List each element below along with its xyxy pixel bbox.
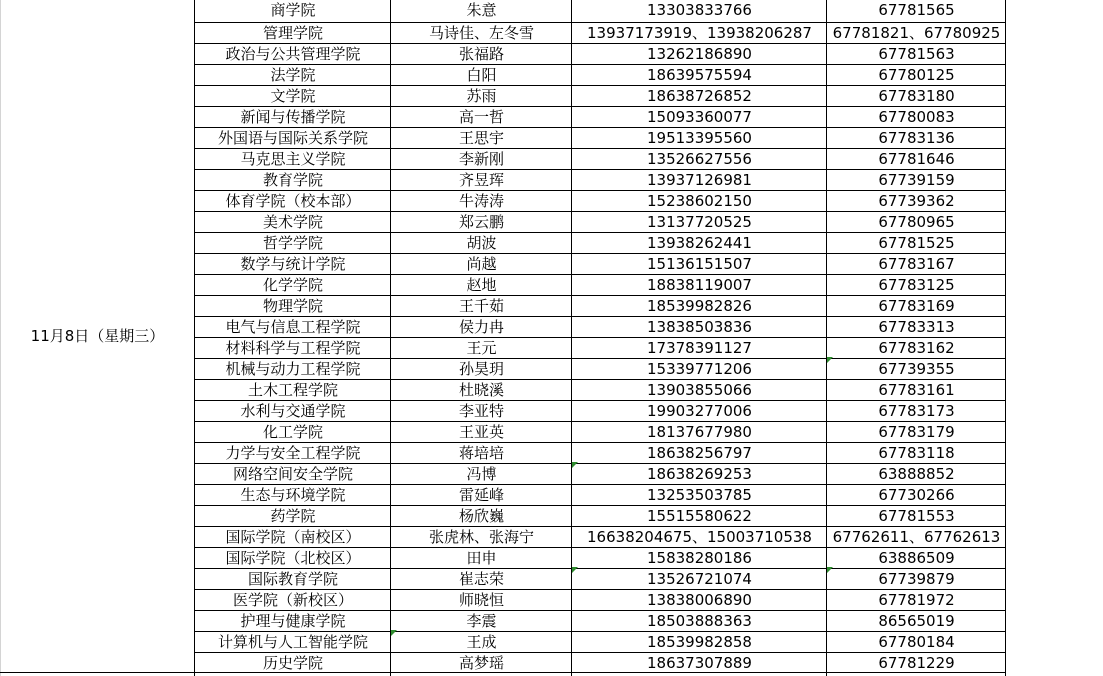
table-row: [195, 106, 1006, 127]
table-row: [195, 421, 1006, 442]
cell-error-indicator-icon: [391, 630, 397, 636]
mobile-phone-cell[interactable]: 18637307889: [647, 654, 752, 672]
contact-name-cell[interactable]: 冯博: [466, 465, 497, 483]
table-row: [195, 526, 1006, 547]
table-row: [195, 148, 1006, 169]
office-phone-cell[interactable]: 67783169: [878, 297, 955, 315]
column-divider: [1005, 0, 1006, 676]
office-phone-cell[interactable]: 67780083: [878, 108, 955, 126]
college-cell[interactable]: 国际学院（南校区）: [225, 528, 361, 546]
office-phone-cell[interactable]: 67781229: [878, 654, 955, 672]
college-cell[interactable]: 马克思主义学院: [240, 150, 346, 168]
table-row: [195, 64, 1006, 85]
college-cell[interactable]: 国际教育学院: [247, 570, 338, 588]
office-phone-cell[interactable]: 67739355: [878, 360, 955, 378]
mobile-phone-cell[interactable]: 18638256797: [647, 444, 752, 462]
table-row: [195, 22, 1006, 43]
contact-name-cell[interactable]: 尚越: [466, 255, 497, 273]
office-phone-cell[interactable]: 67783179: [878, 423, 955, 441]
table-row: [195, 568, 1006, 589]
contact-name-cell[interactable]: 王千茹: [458, 297, 504, 315]
college-cell[interactable]: 力学与安全工程学院: [225, 444, 361, 462]
college-cell[interactable]: 网络空间安全学院: [232, 465, 353, 483]
merged-date-cell[interactable]: 11月8日（星期三）: [30, 327, 165, 345]
table-row: [195, 316, 1006, 337]
mobile-phone-cell[interactable]: 15838280186: [647, 549, 752, 567]
college-cell[interactable]: 国际学院（北校区）: [225, 549, 361, 567]
college-cell[interactable]: 药学院: [270, 507, 316, 525]
table-row: [195, 631, 1006, 652]
mobile-phone-cell[interactable]: 13262186890: [647, 45, 752, 63]
college-cell[interactable]: 物理学院: [262, 297, 323, 315]
mobile-phone-cell[interactable]: 13137720525: [647, 213, 752, 231]
office-phone-cell[interactable]: 67783162: [878, 339, 955, 357]
contact-name-cell[interactable]: 张虎林、张海宁: [428, 528, 534, 546]
office-phone-cell[interactable]: 67783118: [878, 444, 955, 462]
table-row: [195, 547, 1006, 568]
mobile-phone-cell[interactable]: 13253503785: [647, 486, 752, 504]
table-row: [195, 169, 1006, 190]
mobile-phone-cell[interactable]: 15238602150: [647, 192, 752, 210]
office-phone-cell[interactable]: 67783313: [878, 318, 955, 336]
college-cell[interactable]: 新闻与传播学院: [240, 108, 346, 126]
cell-error-indicator-icon: [572, 462, 578, 468]
mobile-phone-cell[interactable]: 13937173919、13938206287: [587, 24, 812, 42]
mobile-phone-cell[interactable]: 13937126981: [647, 171, 752, 189]
contact-name-cell[interactable]: 孙昊玥: [458, 360, 504, 378]
office-phone-cell[interactable]: 67781821、67780925: [832, 24, 1001, 42]
cell-error-indicator-icon: [827, 567, 833, 573]
contact-name-cell[interactable]: 李亚特: [458, 402, 504, 420]
college-cell[interactable]: 教育学院: [262, 171, 323, 189]
table-row: [195, 505, 1006, 526]
contact-name-cell[interactable]: 赵地: [466, 276, 497, 294]
office-phone-cell[interactable]: 67730266: [878, 486, 955, 504]
table-row: [195, 232, 1006, 253]
contact-name-cell[interactable]: 张福路: [458, 45, 504, 63]
mobile-phone-cell[interactable]: 18638726852: [647, 87, 752, 105]
contact-name-cell[interactable]: 崔志荣: [458, 570, 504, 588]
mobile-phone-cell[interactable]: 18638269253: [647, 465, 752, 483]
mobile-phone-cell[interactable]: 15339771206: [647, 360, 752, 378]
table-row: [195, 127, 1006, 148]
college-cell[interactable]: 哲学学院: [262, 234, 323, 252]
mobile-phone-cell[interactable]: 18137677980: [647, 423, 752, 441]
table-row: [195, 652, 1006, 673]
table-row: [195, 85, 1006, 106]
contact-name-cell[interactable]: 李震: [466, 612, 497, 630]
mobile-phone-cell[interactable]: 13526721074: [647, 570, 752, 588]
college-cell[interactable]: 管理学院: [262, 24, 323, 42]
contact-name-cell[interactable]: 牛涛涛: [458, 192, 504, 210]
mobile-phone-cell[interactable]: 16638204675、15003710538: [587, 528, 812, 546]
office-phone-cell[interactable]: 67780965: [878, 213, 955, 231]
office-phone-cell[interactable]: 67781563: [878, 45, 955, 63]
table-row: [195, 190, 1006, 211]
contact-name-cell[interactable]: 高一哲: [458, 108, 504, 126]
contact-name-cell[interactable]: 侯力冉: [458, 318, 504, 336]
office-phone-cell[interactable]: 63888852: [878, 465, 955, 483]
office-phone-cell[interactable]: 67739362: [878, 192, 955, 210]
table-row: [195, 379, 1006, 400]
office-phone-cell[interactable]: 67783136: [878, 129, 955, 147]
mobile-phone-cell[interactable]: 19513395560: [647, 129, 752, 147]
college-cell[interactable]: 生态与环境学院: [240, 486, 346, 504]
table-row: [195, 610, 1006, 631]
office-phone-cell[interactable]: 67783125: [878, 276, 955, 294]
mobile-phone-cell[interactable]: 13303833766: [647, 1, 752, 19]
contact-name-cell[interactable]: 马诗佳、左冬雪: [428, 24, 534, 42]
mobile-phone-cell[interactable]: 18838119007: [647, 276, 752, 294]
contact-name-cell[interactable]: 王成: [466, 633, 497, 651]
college-cell[interactable]: 护理与健康学院: [240, 612, 346, 630]
mobile-phone-cell[interactable]: 19903277006: [647, 402, 752, 420]
contact-name-cell[interactable]: 白阳: [466, 66, 497, 84]
mobile-phone-cell[interactable]: 13838006890: [647, 591, 752, 609]
table-row: [195, 43, 1006, 64]
office-phone-cell[interactable]: 67739879: [878, 570, 955, 588]
mobile-phone-cell[interactable]: 13903855066: [647, 381, 752, 399]
row-divider: [0, 672, 1006, 673]
column-divider: [826, 0, 827, 676]
office-phone-cell[interactable]: 63886509: [878, 549, 955, 567]
mobile-phone-cell[interactable]: 13938262441: [647, 234, 752, 252]
mobile-phone-cell[interactable]: 15136151507: [647, 255, 752, 273]
contact-name-cell[interactable]: 朱意: [466, 1, 497, 19]
office-phone-cell[interactable]: 67781565: [878, 1, 955, 19]
college-cell[interactable]: 政治与公共管理学院: [225, 45, 361, 63]
contact-name-cell[interactable]: 苏雨: [466, 87, 497, 105]
office-phone-cell[interactable]: 67739159: [878, 171, 955, 189]
table-row: [195, 295, 1006, 316]
office-phone-cell[interactable]: 67780184: [878, 633, 955, 651]
office-phone-cell[interactable]: 86565019: [878, 612, 955, 630]
column-divider: [194, 0, 195, 676]
mobile-phone-cell[interactable]: 18539982858: [647, 633, 752, 651]
mobile-phone-cell[interactable]: 13526627556: [647, 150, 752, 168]
college-cell[interactable]: 计算机与人工智能学院: [217, 633, 368, 651]
college-cell[interactable]: 历史学院: [262, 654, 323, 672]
mobile-phone-cell[interactable]: 15093360077: [647, 108, 752, 126]
mobile-phone-cell[interactable]: 18539982826: [647, 297, 752, 315]
office-phone-cell[interactable]: 67781553: [878, 507, 955, 525]
college-cell[interactable]: 电气与信息工程学院: [225, 318, 361, 336]
table-row: [195, 589, 1006, 610]
contact-name-cell[interactable]: 王思宇: [458, 129, 504, 147]
contact-name-cell[interactable]: 李新刚: [458, 150, 504, 168]
office-phone-cell[interactable]: 67783180: [878, 87, 955, 105]
college-cell[interactable]: 商学院: [270, 1, 316, 19]
college-cell[interactable]: 体育学院（校本部）: [225, 192, 361, 210]
college-cell[interactable]: 化工学院: [262, 423, 323, 441]
office-phone-cell[interactable]: 67781972: [878, 591, 955, 609]
mobile-phone-cell[interactable]: 13838503836: [647, 318, 752, 336]
office-phone-cell[interactable]: 67781525: [878, 234, 955, 252]
contact-name-cell[interactable]: 雷延峰: [458, 486, 504, 504]
cell-error-indicator-icon: [572, 567, 578, 573]
office-phone-cell[interactable]: 67783161: [878, 381, 955, 399]
college-cell[interactable]: 美术学院: [262, 213, 323, 231]
contact-name-cell[interactable]: 王元: [466, 339, 497, 357]
contact-name-cell[interactable]: 田申: [466, 549, 497, 567]
table-row: [195, 337, 1006, 358]
office-phone-cell[interactable]: 67780125: [878, 66, 955, 84]
mobile-phone-cell[interactable]: 18503888363: [647, 612, 752, 630]
table-row: [195, 463, 1006, 484]
table-row: [195, 0, 1006, 21]
mobile-phone-cell[interactable]: 17378391127: [647, 339, 752, 357]
office-phone-cell[interactable]: 67781646: [878, 150, 955, 168]
contact-name-cell[interactable]: 胡波: [466, 234, 497, 252]
contact-name-cell[interactable]: 王亚英: [458, 423, 504, 441]
table-row: [195, 274, 1006, 295]
cell-error-indicator-icon: [827, 357, 833, 363]
table-row: [195, 358, 1006, 379]
mobile-phone-cell[interactable]: 15515580622: [647, 507, 752, 525]
table-row: [195, 211, 1006, 232]
college-cell[interactable]: 材料科学与工程学院: [225, 339, 361, 357]
college-cell[interactable]: 外国语与国际关系学院: [217, 129, 368, 147]
office-phone-cell[interactable]: 67783173: [878, 402, 955, 420]
college-cell[interactable]: 机械与动力工程学院: [225, 360, 361, 378]
contact-name-cell[interactable]: 杜晓溪: [458, 381, 504, 399]
column-divider: [571, 0, 572, 676]
table-row: [195, 484, 1006, 505]
contact-name-cell[interactable]: 蒋培培: [458, 444, 504, 462]
contact-name-cell[interactable]: 师晓恒: [458, 591, 504, 609]
table-row: [195, 400, 1006, 421]
college-cell[interactable]: 土木工程学院: [247, 381, 338, 399]
mobile-phone-cell[interactable]: 18639575594: [647, 66, 752, 84]
college-cell[interactable]: 水利与交通学院: [240, 402, 346, 420]
contact-name-cell[interactable]: 高梦瑶: [458, 654, 504, 672]
college-cell[interactable]: 文学院: [270, 87, 316, 105]
college-cell[interactable]: 化学学院: [262, 276, 323, 294]
table-row: [195, 442, 1006, 463]
table-row: [195, 253, 1006, 274]
college-cell[interactable]: 医学院（新校区）: [232, 591, 353, 609]
column-divider: [390, 0, 391, 676]
office-phone-cell[interactable]: 67783167: [878, 255, 955, 273]
office-phone-cell[interactable]: 67762611、67762613: [832, 528, 1001, 546]
college-cell[interactable]: 法学院: [270, 66, 316, 84]
contact-name-cell[interactable]: 郑云鹏: [458, 213, 504, 231]
contact-name-cell[interactable]: 齐昱珲: [458, 171, 504, 189]
college-cell[interactable]: 数学与统计学院: [240, 255, 346, 273]
contact-name-cell[interactable]: 杨欣巍: [458, 507, 504, 525]
